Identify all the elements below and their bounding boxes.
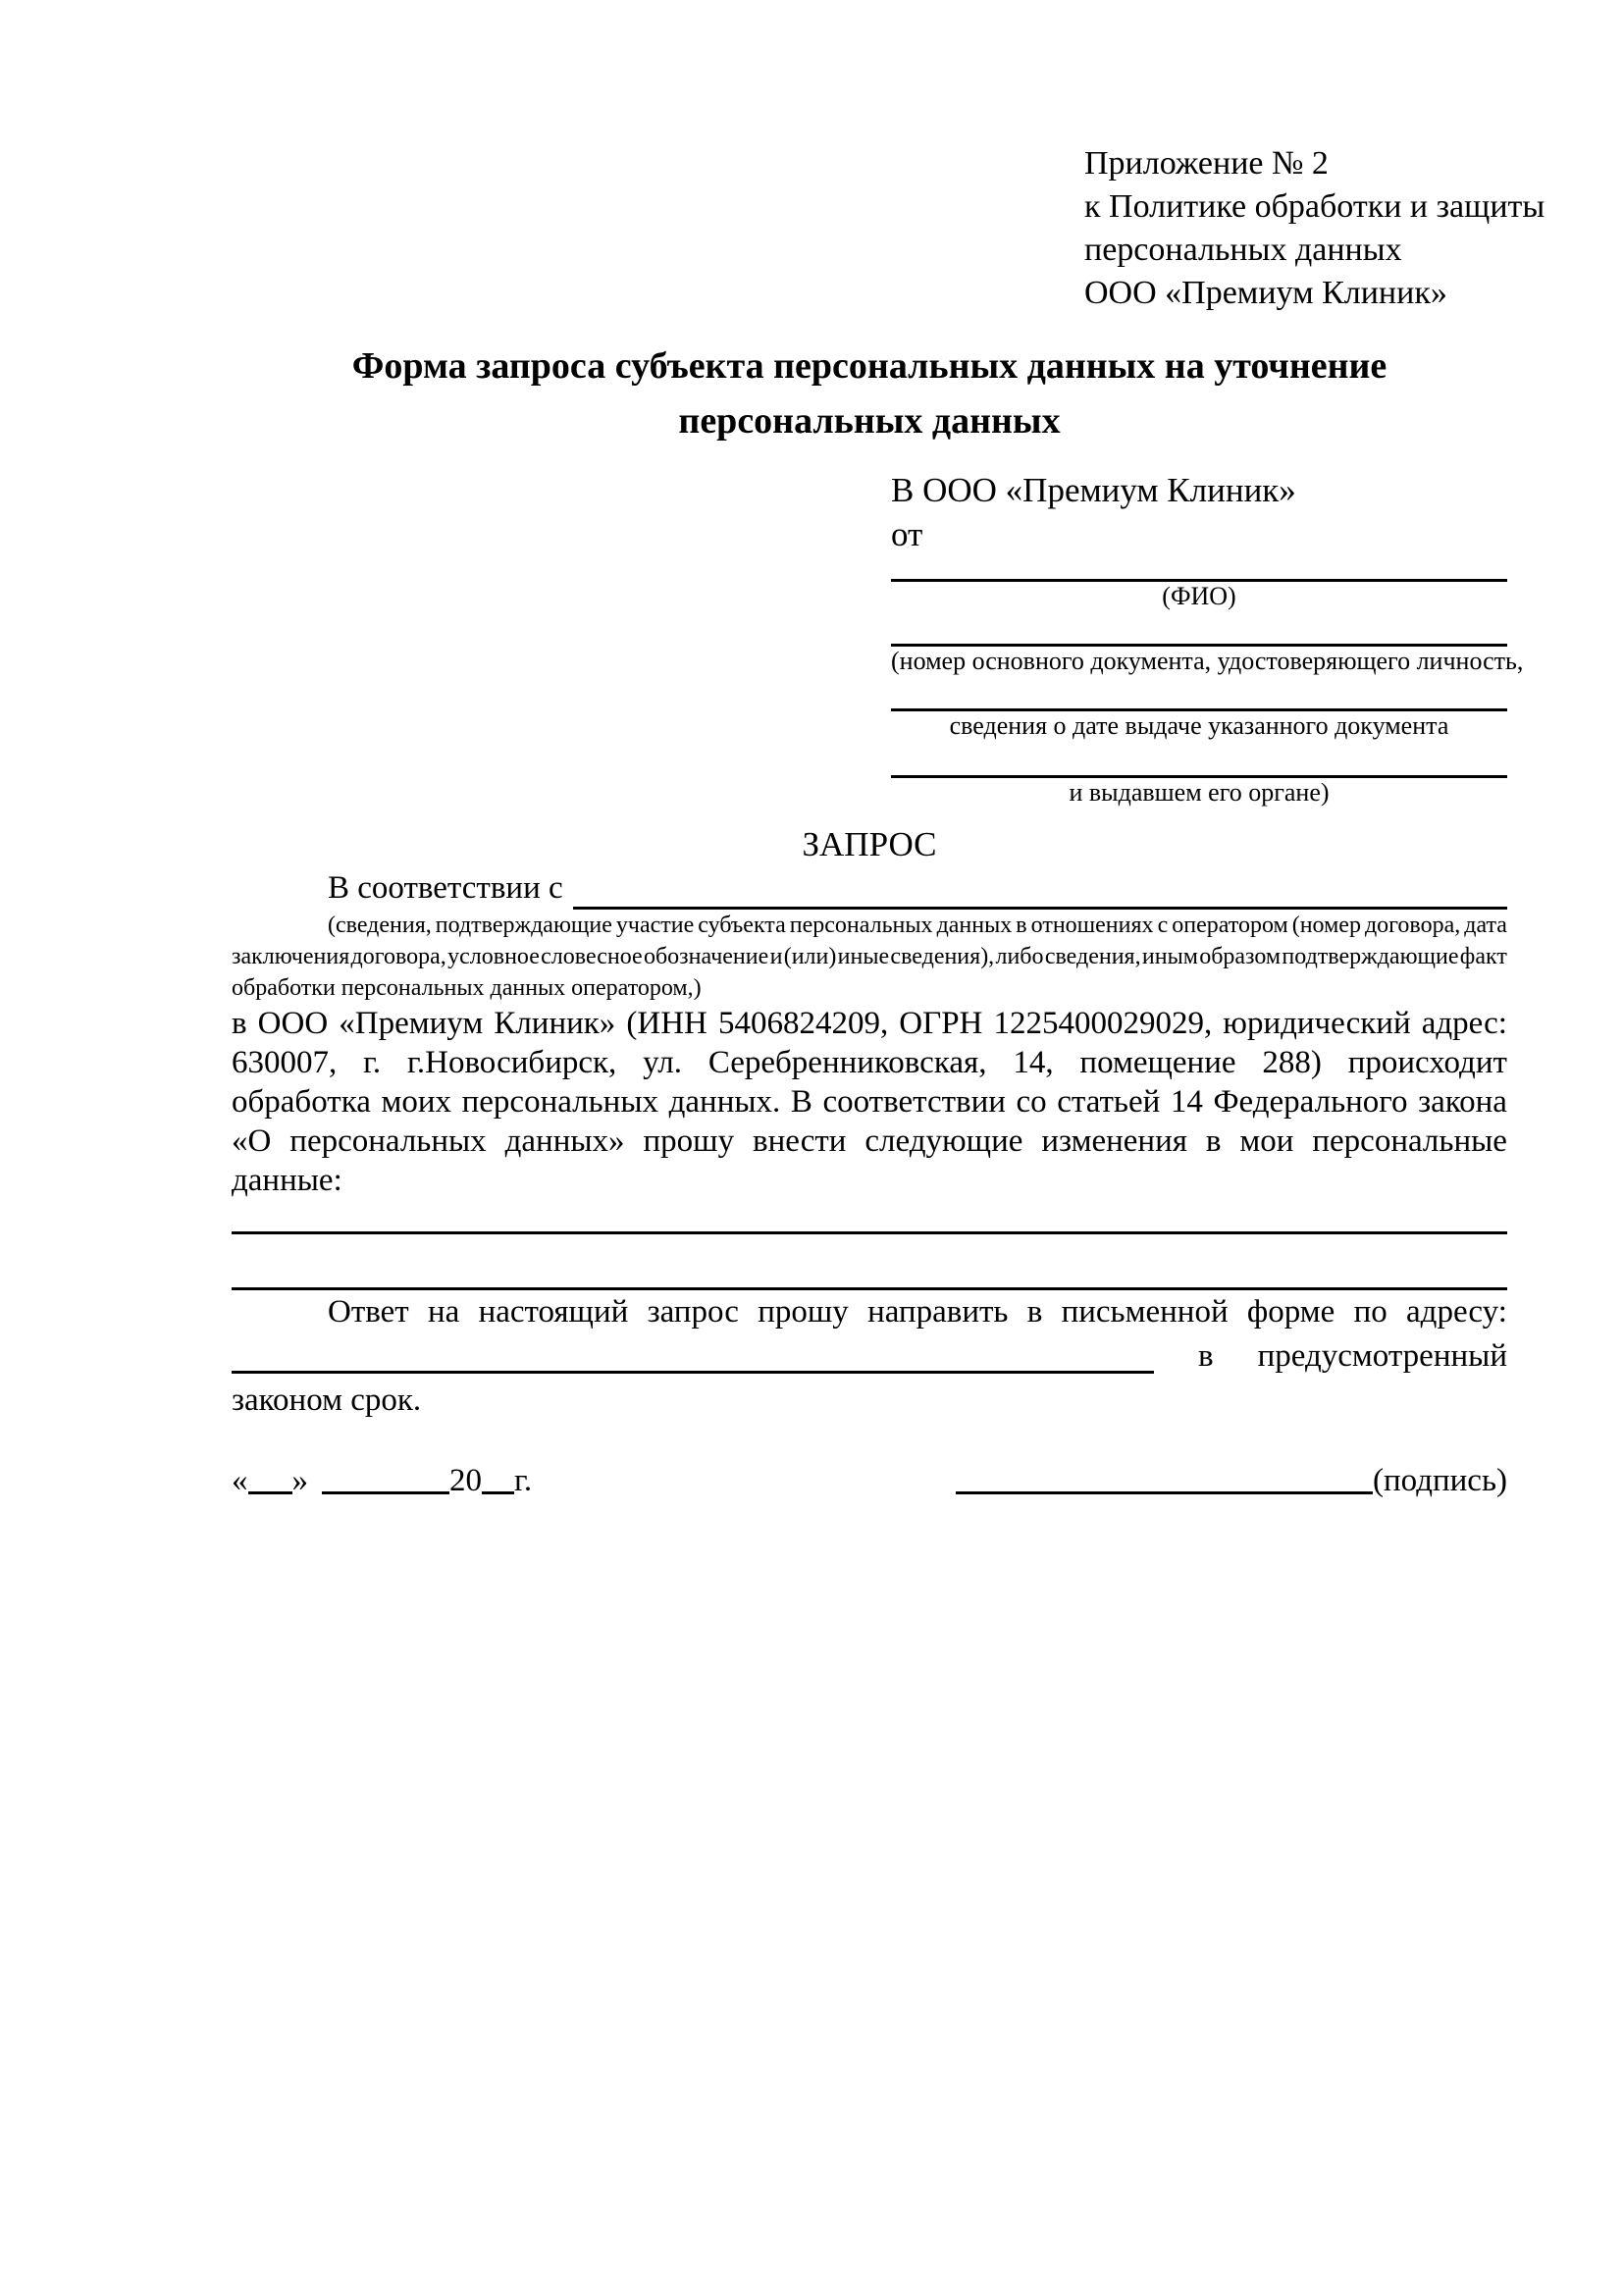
intro-row: [232, 866, 1507, 910]
footnote-line: заключения договора, условное словесное обозначение и (или) иные сведения), либо сведения, иным образом подтверждающие факт: [232, 944, 1507, 969]
appendix-note: [1084, 142, 1545, 315]
footnote-line: (сведения, подтверждающие участие субъекта персональных данных в отношениях с оператором (номер договора, дата: [328, 913, 1507, 938]
reply-word: предусмотренный: [1257, 1338, 1507, 1374]
signature-blank-line: [956, 1460, 1373, 1494]
century: 20: [449, 1463, 482, 1498]
document-title-line: Форма запроса субъекта персональных данных на уточнение: [351, 345, 1387, 387]
addressee-to: В ООО «Премиум Клиник»: [891, 471, 1296, 509]
footnote-line: обработки персональных данных оператором,): [232, 975, 702, 1001]
reply-word: в: [1198, 1338, 1214, 1374]
fio-caption: (ФИО): [1162, 582, 1236, 610]
addressee-from-label: от: [891, 515, 923, 553]
body-line: «О персональных данных» прошу внести следующие изменения в мои персональные: [232, 1123, 1507, 1159]
document-title: [232, 339, 1507, 448]
appendix-note-line: персональных данных: [1084, 232, 1402, 268]
body-line: обработка моих персональных данных. В соответствии со статьей 14 Федерального закона: [232, 1084, 1507, 1120]
issue-date-caption: сведения о дате выдаче указанного документа: [949, 711, 1449, 740]
day-blank-line: [248, 1460, 292, 1494]
document-number-caption: (номер основного документа, удостоверяющего личность,: [891, 647, 1524, 675]
basis-blank-line: [573, 873, 1507, 910]
year-suffix: г.: [514, 1463, 533, 1498]
signoff-row: [232, 1456, 1507, 1503]
reply-line: законом срок.: [232, 1383, 422, 1418]
document-content: [232, 142, 1545, 1503]
quote-close: »: [291, 1463, 308, 1498]
addressee-block: [891, 468, 1524, 808]
issuing-authority-caption: и выдавшем его органе): [1069, 778, 1330, 807]
body-paragraph: [232, 1004, 1507, 1200]
changes-blank-line-2: [232, 1234, 1507, 1290]
issue-date-blank-line: [891, 676, 1507, 711]
quote-open: «: [232, 1463, 248, 1498]
changes-blank-line-1: [232, 1200, 1507, 1234]
fio-blank-line: [891, 556, 1507, 582]
document-number-blank-line: [891, 611, 1507, 647]
request-heading: ЗАПРОС: [802, 825, 937, 863]
reply-address-row: [232, 1334, 1507, 1379]
reply-line: Ответ на настоящий запрос прошу направить в письменной форме по адресу:: [328, 1294, 1507, 1330]
body-line: в ООО «Премиум Клиник» (ИНН 5406824209, ОГРН 1225400029029, юридический адрес:: [232, 1006, 1507, 1041]
body-line: 630007, г. г.Новосибирск, ул. Серебренниковская, 14, помещение 288) происходит: [232, 1045, 1507, 1080]
issuing-authority-blank-line: [891, 741, 1507, 778]
appendix-note-line: ООО «Премиум Клиник»: [1084, 275, 1447, 311]
appendix-note-line: к Политике обработки и защиты: [1084, 188, 1545, 225]
signature-group: [956, 1456, 1507, 1503]
intro-prefix: В соответствии с: [328, 870, 563, 906]
signature-caption: (подпись): [1373, 1463, 1507, 1498]
footnote: [232, 910, 1507, 1004]
document-title-line: персональных данных: [678, 400, 1061, 442]
date-fill-group: [232, 1456, 532, 1503]
month-blank-line: [322, 1460, 449, 1494]
body-line: данные:: [232, 1163, 342, 1198]
address-blank-line: [232, 1333, 1154, 1374]
year-blank-line: [482, 1460, 514, 1494]
appendix-note-line: Приложение № 2: [1084, 145, 1329, 182]
